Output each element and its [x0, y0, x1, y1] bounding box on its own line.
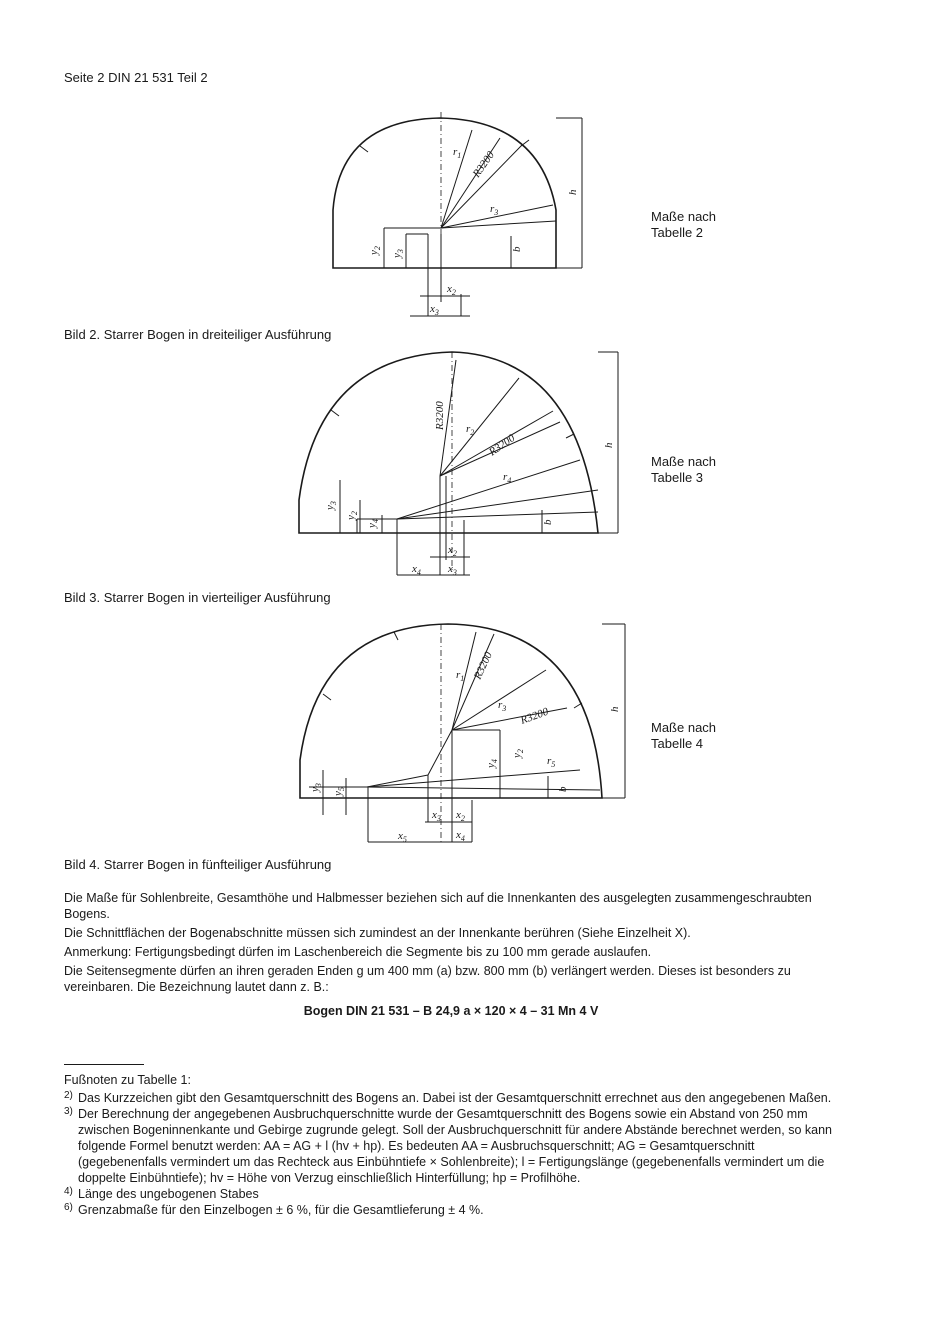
fig4-label-y2: $y_2$: [511, 749, 525, 758]
footnote-text: Der Berechnung der angegebenen Ausbruchquerschnitte wurde der Gesamtquerschnitt des Bogens sowie ein Abstand von 250 mm zwischen Bogeninnenkante und Gebirge zugrunde gelegt. Soll der Ausbruchquerschnitt für andere Abstände berechnet werden, so kann folgende Formel benutzt werden: AA = AG + l (hv + hp). Es bedeuten AA = Ausbruchsquerschnitt; AG = Gesamtquerschnitt (gegebenenfalls vermindert um das Rechteck aus Einbühntiefe × Sohlenbreite); l = Fertigungslänge (gegebenenfalls vermindert um die doppelte Einbühntiefe); hv = Höhe von Verzug einschließlich Hinterfüllung; hp = Profilhöhe.: [78, 1107, 832, 1185]
fig2-label-r3: $r_3$: [490, 203, 499, 217]
fig4-label-x5: $x_5$: [398, 830, 407, 844]
figure-4-mass-line1: Maße nach: [651, 720, 717, 735]
page-header: Seite 2 DIN 21 531 Teil 2: [64, 70, 208, 85]
figure-3-mass-line1: Maße nach: [651, 454, 717, 469]
fig4-label-radius-a: R3200: [471, 650, 495, 682]
fig3-label-h: h: [603, 442, 615, 448]
fig2-label-r1: $r_1$: [453, 146, 462, 160]
fig3-label-y3: $y_3$: [324, 501, 338, 510]
fig2-label-y3: $y_3$: [391, 249, 405, 258]
fig2-label-x3: $x_3$: [430, 303, 439, 317]
fig2-label-b: b: [511, 246, 523, 252]
fig3-label-r4: $r_4$: [503, 471, 512, 485]
footnotes-title: Fußnoten zu Tabelle 1:: [64, 1073, 191, 1087]
fig4-label-y5: $y_5$: [332, 787, 346, 796]
fig4-label-radius-b: R3200: [518, 705, 551, 727]
fig3-label-x4: $x_4$: [412, 563, 421, 577]
fig3-label-y4: $y_4$: [366, 519, 380, 528]
fig4-label-x2: $x_2$: [456, 809, 465, 823]
footnotes-list: [64, 1090, 838, 1218]
footnote-4: [64, 1186, 838, 1202]
body-paragraph-3: Anmerkung: Fertigungsbedingt dürfen im Laschenbereich die Segmente bis zu 100 mm gerade auslaufen.: [64, 945, 652, 959]
body-paragraph-2: Die Schnittflächen der Bogenabschnitte müssen sich zumindest an der Innenkante berühren (Siehe Einzelheit X).: [64, 926, 691, 940]
fig4-label-x3: $x_3$: [432, 809, 441, 823]
fig2-label-radius: R3200: [470, 149, 497, 180]
fig4-label-x4: $x_4$: [456, 829, 465, 843]
footnote-number: 4): [64, 1186, 73, 1197]
footnote-number: 2): [64, 1090, 73, 1101]
figure-4-caption: Bild 4. Starrer Bogen in fünfteiliger Ausführung: [64, 857, 332, 872]
footnote-number: 3): [64, 1106, 73, 1117]
body-text: [64, 890, 838, 998]
fig3-label-b: b: [542, 519, 554, 525]
fig3-label-radius: R3200: [486, 432, 518, 459]
footnote-text: Länge des ungebogenen Stabes: [78, 1187, 259, 1201]
fig3-label-r2: $r_2$: [466, 423, 475, 437]
footnote-3: [64, 1106, 838, 1186]
fig4-label-h: h: [609, 706, 621, 712]
fig2-label-h: h: [567, 189, 579, 195]
body-paragraph-1: Die Maße für Sohlenbreite, Gesamthöhe und Halbmesser beziehen sich auf die Innenkanten des ausgelegten zusammengeschraubten Bogens.: [64, 891, 812, 921]
figure-4-mass-note: [651, 720, 716, 752]
figure-4-arch: [300, 624, 625, 845]
fig4-label-y4: $y_4$: [485, 759, 499, 768]
footnote-2: [64, 1090, 838, 1106]
fig4-label-y3: $y_3$: [309, 783, 323, 792]
fig3-label-y2: $y_2$: [345, 511, 359, 520]
fig4-label-r3: $r_3$: [498, 699, 507, 713]
fig3-label-x2: $x_2$: [448, 544, 457, 558]
figure-2-caption: Bild 2. Starrer Bogen in dreiteiliger Ausführung: [64, 327, 332, 342]
fig4-label-b: b: [557, 786, 569, 792]
body-paragraph-4: Die Seitensegmente dürfen an ihren geraden Enden g um 400 mm (a) bzw. 800 mm (b) verlängert werden. Dieses ist besonders zu vereinbaren. Die Bezeichnung lautet dann z. B.:: [64, 964, 791, 994]
figure-4-mass-line2: Tabelle 4: [651, 736, 704, 751]
fig4-label-r1: $r_1$: [456, 669, 465, 683]
footnote-divider: [64, 1064, 144, 1065]
figure-3-caption: Bild 3. Starrer Bogen in vierteiliger Ausführung: [64, 590, 331, 605]
fig3-label-x3: $x_3$: [448, 563, 457, 577]
designation-example: Bogen DIN 21 531 – B 24,9 a × 120 × 4 – 31 Mn 4 V: [303, 1004, 599, 1018]
fig2-label-x2: $x_2$: [447, 283, 456, 297]
fig4-label-r5: $r_5$: [547, 755, 556, 769]
footnote-6: [64, 1202, 838, 1218]
footnote-text: Grenzabmaße für den Einzelbogen ± 6 %, für die Gesamtlieferung ± 4 %.: [78, 1203, 484, 1217]
figure-3-mass-line2: Tabelle 3: [651, 470, 704, 485]
figure-2-mass-line1: Maße nach: [651, 209, 717, 224]
footnote-number: 6): [64, 1202, 73, 1213]
fig3-label-radius-v: R3200: [434, 401, 446, 430]
fig2-label-y2: $y_2$: [368, 246, 382, 255]
figure-2-mass-line2: Tabelle 2: [651, 225, 704, 240]
footnote-text: Das Kurzzeichen gibt den Gesamtquerschnitt des Bogens an. Dabei ist der Gesamtquerschnitt errechnet aus den angegebenen Maßen.: [78, 1091, 832, 1105]
